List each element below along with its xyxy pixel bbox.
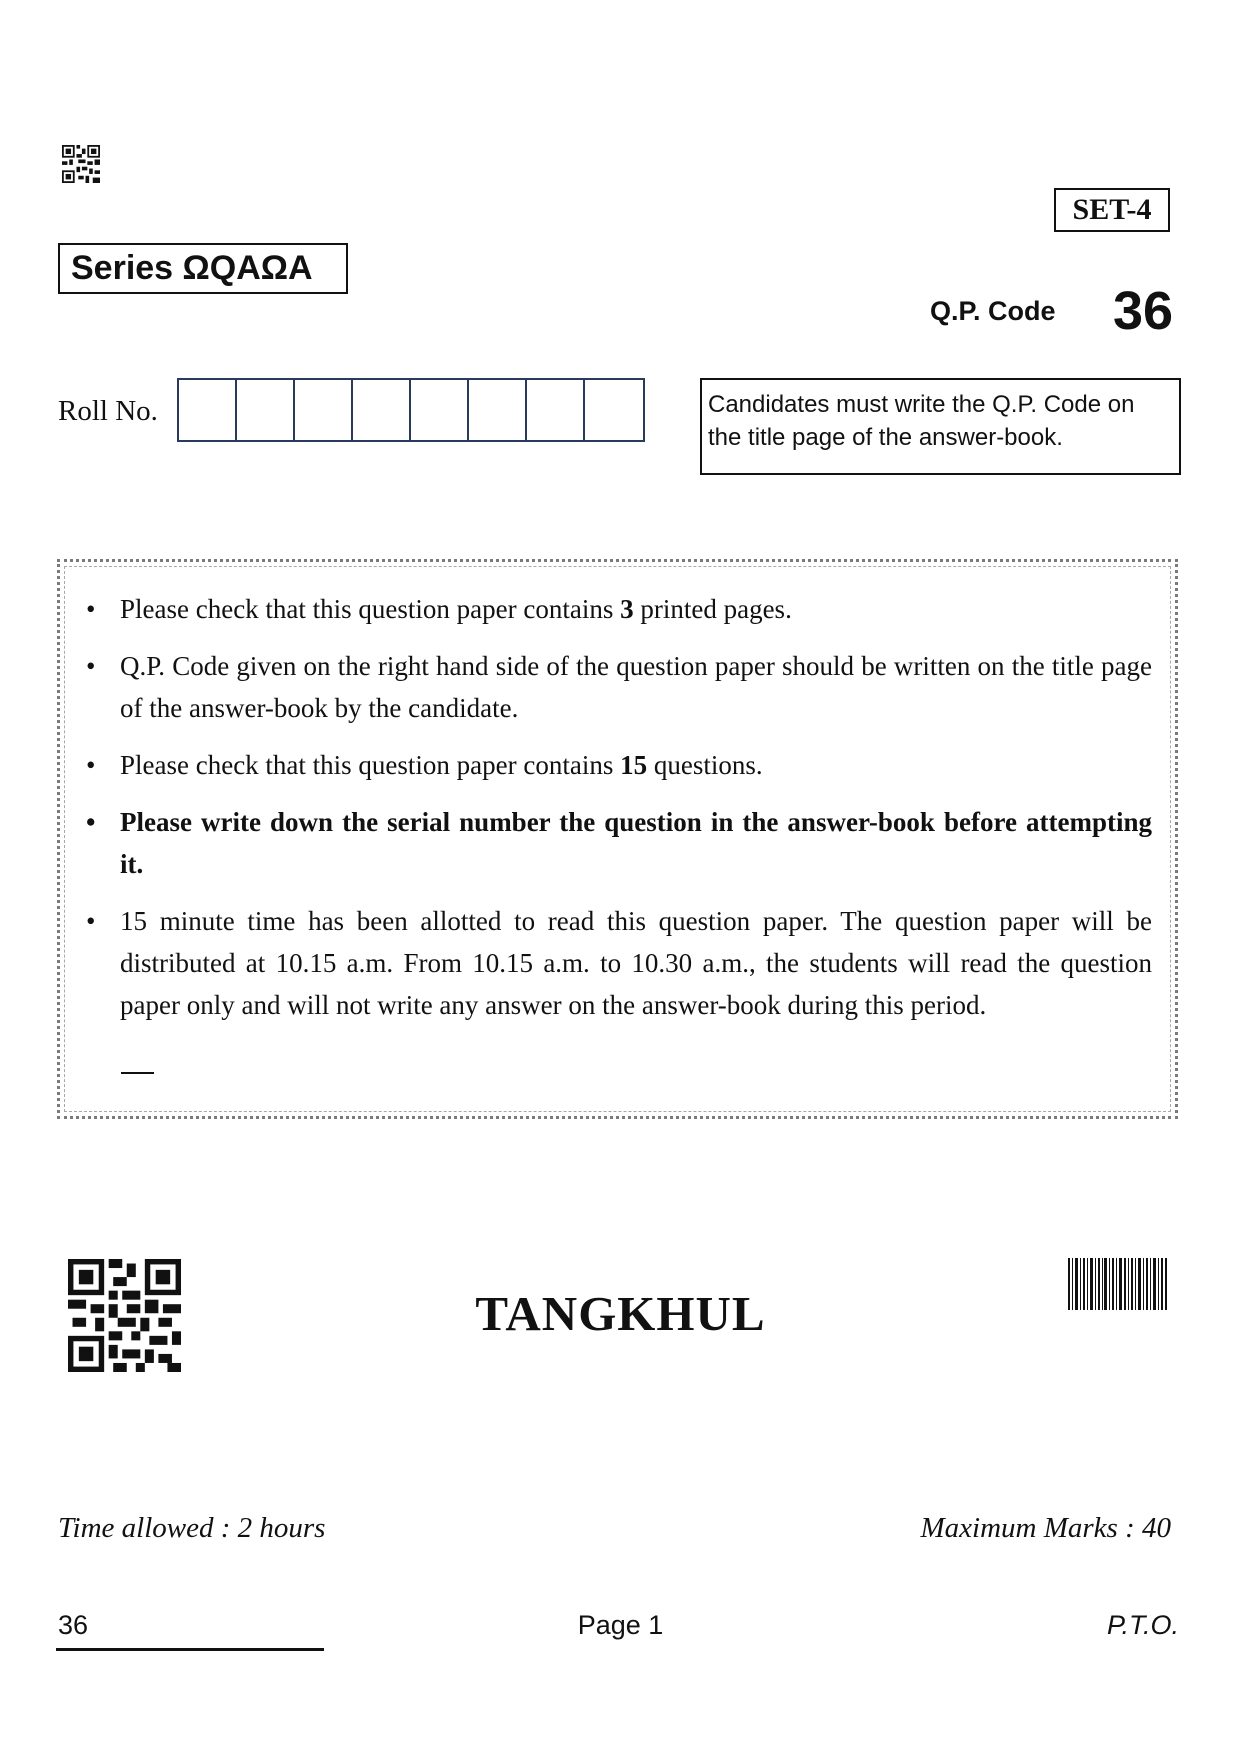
end-dash	[121, 1072, 154, 1074]
instruction-item: • Please check that this question paper contains 3 printed pages.	[86, 588, 1152, 630]
barcode-icon	[1068, 1258, 1167, 1310]
time-allowed: Time allowed : 2 hours	[58, 1512, 326, 1544]
instruction-item: • 15 minute time has been allotted to read this question paper. The question paper will be distributed at 10.15 a.m. From 10.15 a.m. to 10.30 a.m., the students will read the question paper only and will not write any answer on the answer-book during this period.	[86, 900, 1152, 1026]
instructions-list	[86, 588, 1152, 1041]
small-qr-code-icon	[62, 145, 100, 183]
roll-digit-box[interactable]	[237, 380, 295, 440]
please-turn-over: P.T.O.	[1106, 1610, 1179, 1640]
roll-number-boxes[interactable]	[177, 378, 645, 442]
subject-title: TANGKHUL	[475, 1286, 766, 1341]
series-label: Series ΩQAΩA	[58, 243, 348, 294]
page-number: Page 1	[577, 1610, 664, 1640]
maximum-marks: Maximum Marks : 40	[920, 1512, 1171, 1544]
footer-rule	[56, 1648, 324, 1651]
instruction-item: • Please write down the serial number the question in the answer-book before attempting it.	[86, 801, 1152, 885]
roll-digit-box[interactable]	[585, 380, 643, 440]
roll-digit-box[interactable]	[469, 380, 527, 440]
footer-code: 36	[58, 1610, 89, 1640]
qp-code-label: Q.P. Code	[930, 296, 1056, 326]
roll-digit-box[interactable]	[411, 380, 469, 440]
instruction-item: • Please check that this question paper contains 15 questions.	[86, 744, 1152, 786]
qp-code-value: 36	[1113, 281, 1174, 341]
qp-code-notice: Candidates must write the Q.P. Code on the title page of the answer-book.	[700, 378, 1181, 475]
roll-digit-box[interactable]	[179, 380, 237, 440]
roll-digit-box[interactable]	[295, 380, 353, 440]
set-label: SET-4	[1054, 188, 1170, 232]
roll-number-label: Roll No.	[58, 395, 158, 427]
roll-digit-box[interactable]	[353, 380, 411, 440]
roll-digit-box[interactable]	[527, 380, 585, 440]
instruction-item: • Q.P. Code given on the right hand side of the question paper should be written on the title page of the answer-book by the candidate.	[86, 645, 1152, 729]
